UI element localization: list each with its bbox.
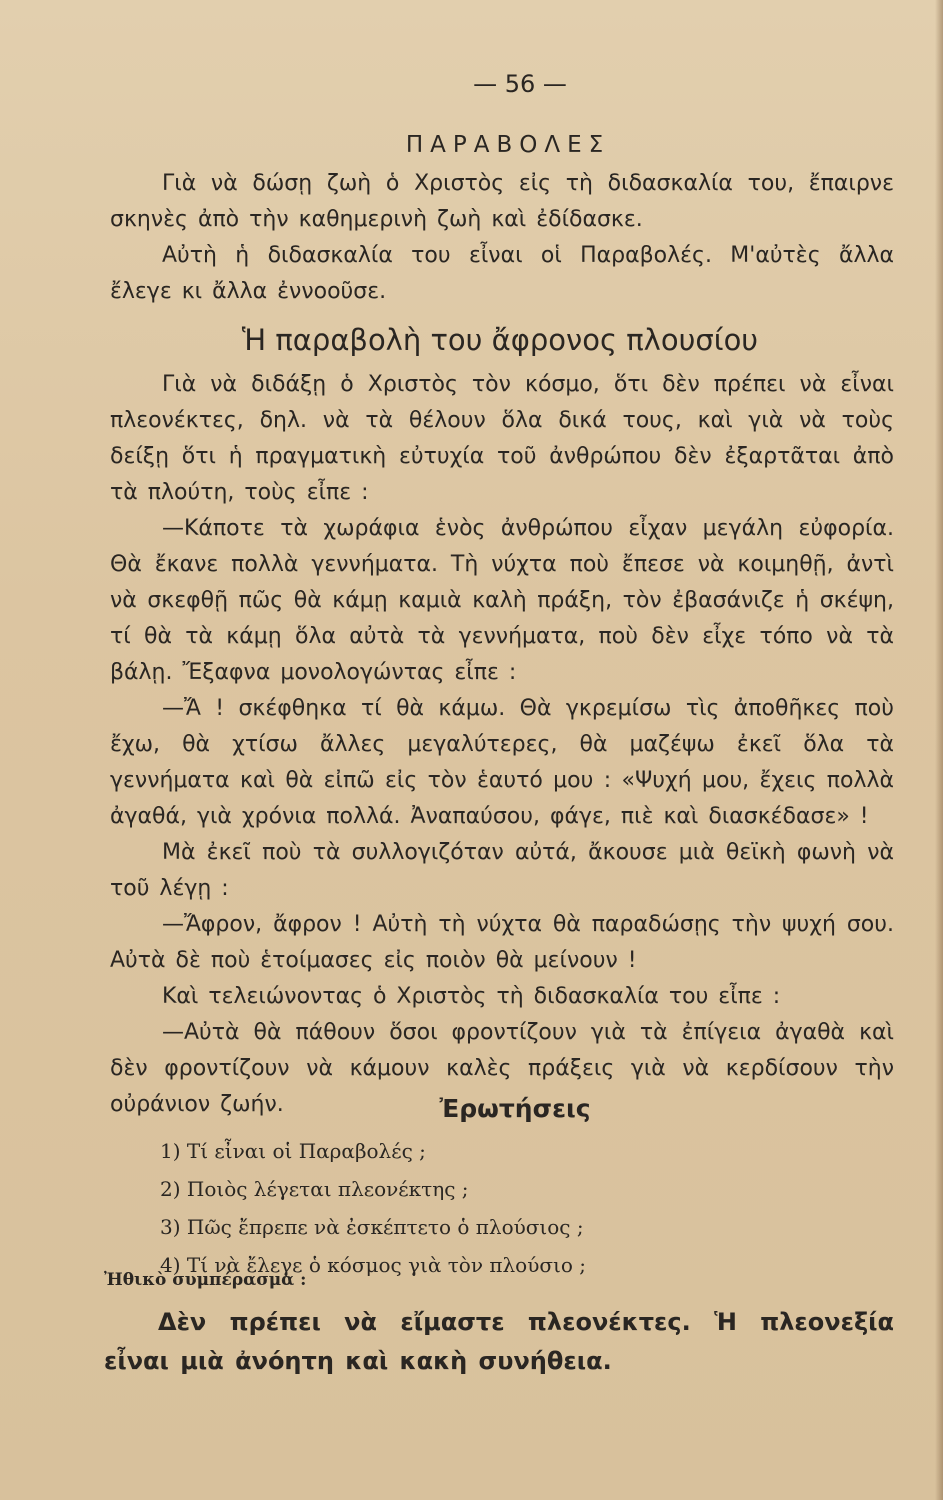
questions-title: Ἐρωτήσεις <box>439 1094 591 1123</box>
questions-list <box>160 1132 860 1284</box>
story-paragraph: —Ἄφρον, ἄφρον ! Αὐτὴ τὴ νύχτα θὰ παραδώσῃς τὴν ψυχή σου. Αὐτὰ δὲ ποὺ ἑτοίμασες εἰς ποιὸν θὰ μείνουν ! <box>110 912 894 973</box>
story-paragraph: Γιὰ νὰ διδάξῃ ὁ Χριστὸς τὸν κόσμο, ὅτι δὲν πρέπει νὰ εἶναι πλεονέκτες, δηλ. νὰ τὰ θέλουν ὅλα δικά τους, καὶ γιὰ νὰ τοὺς δείξῃ ὅτι ἡ πραγματικὴ εὐτυχία τοῦ ἀνθρώπου δὲν ἐξαρτᾶται ἀπὸ τὰ πλούτη, τοὺς εἶπε : <box>110 372 894 505</box>
intro-paragraph: Αὐτὴ ἡ διδασκαλία του εἶναι οἱ Παραβολές. Μ'αὐτὲς ἄλλα ἔλεγε κι ἄλλα ἐννοοῦσε. <box>110 243 894 304</box>
question-item: 1) Τί εἶναι οἱ Παραβολές ; <box>160 1139 426 1163</box>
question-item: 4) Τί νὰ ἔλεγε ὁ κόσμος γιὰ τὸν πλούσιο ; <box>160 1253 587 1277</box>
story-text <box>110 367 894 1123</box>
story-paragraph: —Αὐτὰ θὰ πάθουν ὅσοι φροντίζουν γιὰ τὰ ἐπίγεια ἀγαθὰ καὶ δὲν φροντίζουν νὰ κάμουν καλὲς πράξεις γιὰ νὰ κερδίσουν τὴν οὐράνιον ζωήν. <box>110 1020 894 1117</box>
story-title: Ἡ παραβολὴ του ἄφρονος πλουσίου <box>241 323 759 357</box>
story-paragraph: Μὰ ἐκεῖ ποὺ τὰ συλλογιζόταν αὐτά, ἄκουσε μιὰ θεϊκὴ φωνὴ νὰ τοῦ λέγῃ : <box>110 840 894 901</box>
story-paragraph: —Κάποτε τὰ χωράφια ἑνὸς ἀνθρώπου εἶχαν μεγάλη εὐφορία. Θὰ ἔκανε πολλὰ γεννήματα. Τὴ νύχτα ποὺ ἔπεσε νὰ κοιμηθῇ, ἀντὶ νὰ σκεφθῇ πῶς θὰ κάμῃ καμιὰ καλὴ πράξη, τὸν ἐβασάνιζε ἡ σκέψη, τί θὰ τὰ κάμῃ ὅλα αὐτὰ τὰ γεννήματα, ποὺ δὲν εἶχε τόπο νὰ τὰ βάλῃ. Ἔξαφνα μονολογώντας εἶπε : <box>110 516 894 685</box>
question-item: 3) Πῶς ἔπρεπε νὰ ἐσκέπτετο ὁ πλούσιος ; <box>160 1215 584 1239</box>
story-paragraph: Καὶ τελειώνοντας ὁ Χριστὸς τὴ διδασκαλία του εἶπε : <box>162 984 781 1009</box>
section-title: ΠΑΡΑΒΟΛΕΣ <box>405 132 611 158</box>
intro-paragraph: Γιὰ νὰ δώσῃ ζωὴ ὁ Χριστὸς εἰς τὴ διδασκαλία του, ἔπαιρνε σκηνὲς ἀπὸ τὴν καθημερινὴ ζωὴ καὶ ἐδίδασκε. <box>110 171 894 232</box>
page-edge-shadow <box>935 0 943 1500</box>
story-paragraph: —Ἄ ! σκέφθηκα τί θὰ κάμω. Θὰ γκρεμίσω τὶς ἀποθῆκες ποὺ ἔχω, θὰ χτίσω ἄλλες μεγαλύτερες, θὰ μαζέψω ἐκεῖ ὅλα τὰ γεννήματα καὶ θὰ εἰπῶ εἰς τὸν ἑαυτό μου : «Ψυχή μου, ἔχεις πολλὰ ἀγαθά, γιὰ χρόνια πολλά. Ἀναπαύσου, φάγε, πιὲ καὶ διασκέδασε» ! <box>110 696 894 829</box>
moral-text: Δὲν πρέπει νὰ εἴμαστε πλεονέκτες. Ἡ πλεονεξία εἶναι μιὰ ἀνόητη καὶ κακὴ συνήθεια. <box>104 1308 894 1375</box>
intro-text <box>110 166 894 310</box>
question-item: 2) Ποιὸς λέγεται πλεονέκτης ; <box>160 1177 469 1201</box>
moral-label: Ἠθικὸ συμπέρασμα : <box>104 1270 307 1290</box>
page-number: — 56 — <box>473 70 567 98</box>
